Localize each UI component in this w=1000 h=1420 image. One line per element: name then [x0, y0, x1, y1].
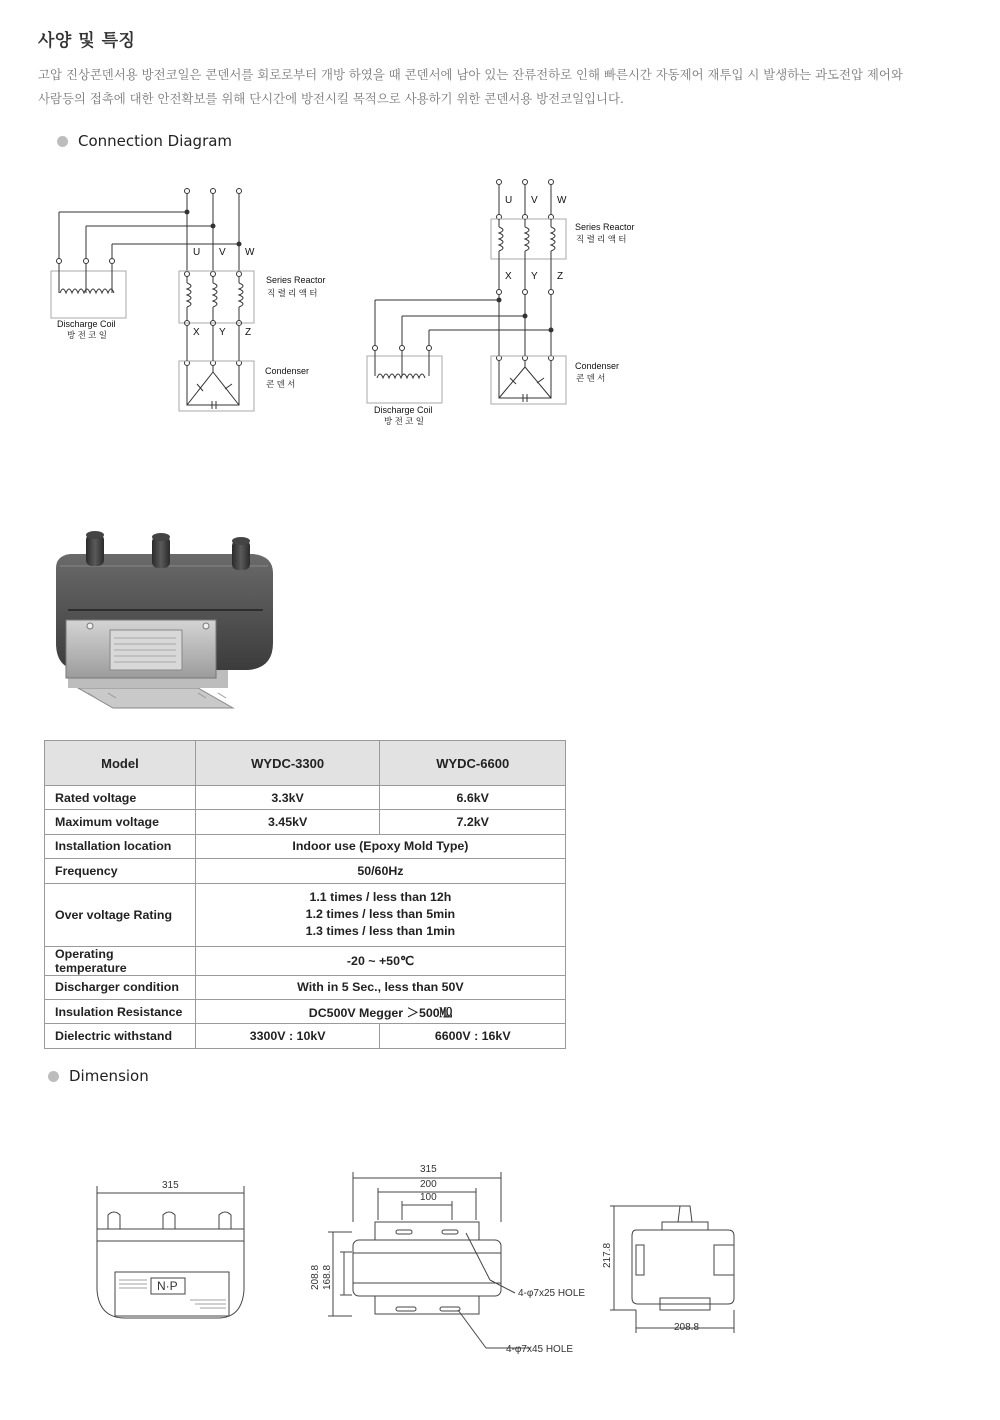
left-diagram [51, 189, 254, 412]
left-series-reactor-en: Series Reactor [266, 275, 326, 285]
product-photo [48, 528, 288, 718]
row-value: 50/60Hz [195, 859, 565, 883]
row-value: -20 ~ +50℃ [195, 946, 565, 975]
left-phase-u: U [193, 247, 201, 258]
row-label: Rated voltage [45, 786, 196, 810]
row-value: With in 5 Sec., less than 50V [195, 975, 565, 999]
top-width-label: 315 [420, 1164, 437, 1175]
right-discharge-coil-en: Discharge Coil [374, 405, 433, 415]
connection-diagram-heading-text: Connection Diagram [78, 132, 233, 150]
left-condenser-en: Condenser [265, 366, 310, 376]
row-value [195, 883, 565, 946]
table-row [45, 946, 566, 975]
row-value: 6600V : 16kV [380, 1024, 566, 1048]
hole-upper-label: 4-φ7x25 HOLE [518, 1288, 586, 1299]
page-title: 사양 및 특징 [38, 31, 136, 51]
right-out-x: X [505, 271, 512, 282]
table-header-row [45, 741, 566, 786]
intro-text [38, 63, 978, 111]
height-outer-label: 208.8 [310, 1264, 321, 1290]
top-inner-label: 100 [420, 1192, 437, 1203]
right-condenser-ko: 콘 덴 서 [576, 373, 606, 383]
spec-table [44, 740, 566, 1049]
left-phase-w: W [245, 247, 255, 258]
row-value: Indoor use (Epoxy Mold Type) [195, 834, 565, 858]
table-row [45, 859, 566, 883]
right-phase-w: W [557, 195, 567, 206]
front-view [97, 1186, 244, 1318]
row-value: 6.6kV [380, 786, 566, 810]
table-row [45, 810, 566, 834]
left-phase-v: V [219, 247, 226, 258]
header-model: Model [45, 741, 196, 786]
intro-line-1: 고압 진상콘덴서용 방전코일은 콘덴서를 회로로부터 개방 하였을 때 콘덴서에 남아 있는 잔류전하로 인해 빠른시간 자동제어 재투입 시 발생하는 과도전압 제어와 [38, 67, 903, 82]
row-label: Installation location [45, 834, 196, 858]
right-diagram [367, 180, 566, 405]
row-value: 3.45kV [195, 810, 380, 834]
row-label: Maximum voltage [45, 810, 196, 834]
right-condenser-en: Condenser [575, 361, 620, 371]
header-model-b: WYDC-6600 [380, 741, 566, 786]
left-condenser-ko: 콘 덴 서 [266, 379, 296, 389]
table-row [45, 975, 566, 999]
table-row [45, 1024, 566, 1048]
over-voltage-line-2: 1.2 times / less than 5min [305, 907, 456, 922]
nameplate-label: N·P [157, 1279, 178, 1293]
right-out-z: Z [557, 271, 564, 282]
height-inner-label: 168.8 [322, 1264, 333, 1290]
right-out-y: Y [531, 271, 538, 282]
row-label: Operating temperature [45, 946, 196, 975]
intro-line-2: 사람등의 접촉에 대한 안전확보를 위해 단시간에 방전시킬 목적으로 사용하기 위한 콘덴서용 방전코일입니다. [38, 91, 624, 106]
row-value: DC500V Megger ＞500㏁ [195, 999, 565, 1023]
left-out-z: Z [245, 327, 252, 338]
left-discharge-coil-en: Discharge Coil [57, 319, 116, 329]
side-width-label: 208.8 [674, 1322, 700, 1333]
connection-diagram-heading [57, 132, 232, 150]
table-row [45, 834, 566, 858]
right-phase-v: V [531, 195, 538, 206]
left-out-y: Y [219, 327, 226, 338]
right-series-reactor-ko: 직 렬 리 액 터 [576, 234, 627, 244]
hole-lower-label: 4-φ7x45 HOLE [506, 1344, 574, 1355]
right-series-reactor-en: Series Reactor [575, 222, 635, 232]
row-label: Discharger condition [45, 975, 196, 999]
row-label: Frequency [45, 859, 196, 883]
row-value: 7.2kV [380, 810, 566, 834]
top-mid-label: 200 [420, 1179, 437, 1190]
dimension-drawings [0, 1150, 760, 1365]
front-width-label: 315 [162, 1180, 179, 1191]
bullet-icon [48, 1071, 59, 1082]
dimension-heading [48, 1067, 149, 1085]
table-row [45, 883, 566, 946]
left-out-x: X [193, 327, 200, 338]
side-height-label: 217.8 [602, 1242, 613, 1268]
row-value: 3300V : 10kV [195, 1024, 380, 1048]
bullet-icon [57, 136, 68, 147]
right-phase-u: U [505, 195, 513, 206]
row-label: Insulation Resistance [45, 999, 196, 1023]
table-row [45, 999, 566, 1023]
over-voltage-line-1: 1.1 times / less than 12h [309, 890, 452, 905]
row-label: Dielectric withstand [45, 1024, 196, 1048]
header-model-a: WYDC-3300 [195, 741, 380, 786]
over-voltage-line-3: 1.3 times / less than 1min [305, 924, 456, 939]
dimension-heading-text: Dimension [69, 1067, 149, 1085]
right-discharge-coil-ko: 방 전 코 일 [384, 416, 424, 426]
side-view [610, 1206, 734, 1333]
left-series-reactor-ko: 직 렬 리 액 터 [267, 288, 318, 298]
left-discharge-coil-ko: 방 전 코 일 [67, 330, 107, 340]
table-row [45, 786, 566, 810]
connection-diagram [0, 175, 680, 435]
row-label: Over voltage Rating [45, 883, 196, 946]
row-value: 3.3kV [195, 786, 380, 810]
